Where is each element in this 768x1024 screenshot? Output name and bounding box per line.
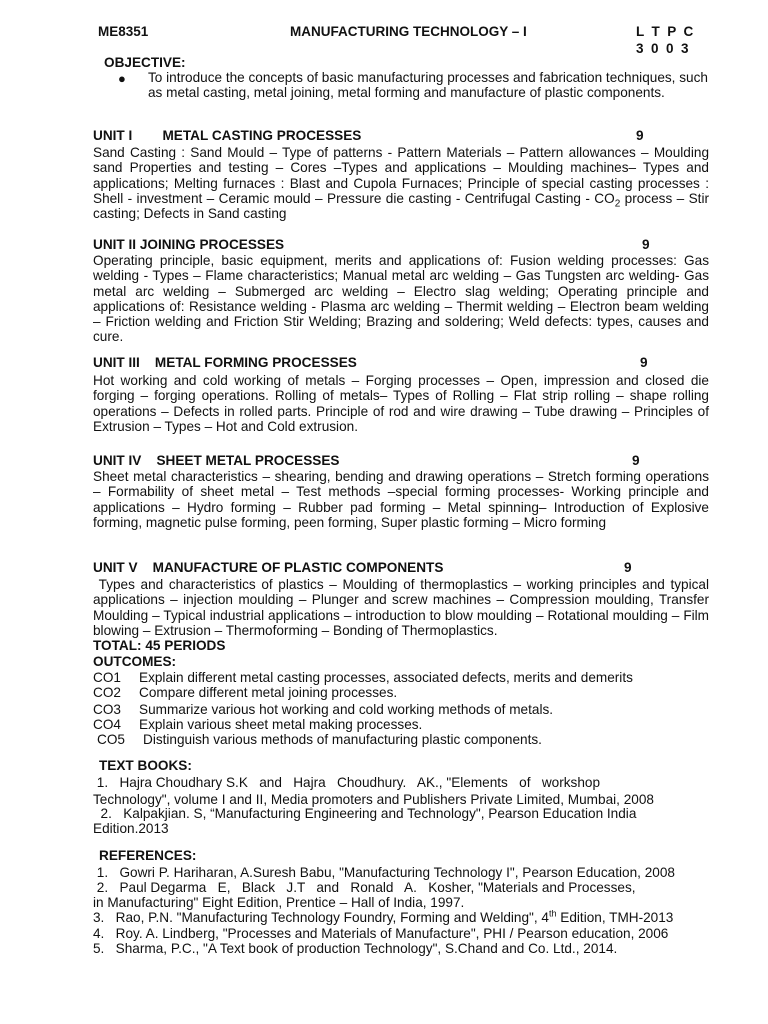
unit-1-title: UNIT I METAL CASTING PROCESSES — [93, 128, 362, 143]
reference-item: 2. Paul Degarma E, Black J.T and Ronald A. Kosher, "Materials and Processes, — [93, 880, 636, 895]
textbook-item-continued: Edition.2013 — [93, 821, 169, 836]
bullet-icon: ● — [118, 71, 126, 86]
unit-2-hours: 9 — [642, 237, 650, 252]
objective-item: To introduce the concepts of basic manufacturing processes and fabrication techniques, such as metal casting, metal joining, metal forming and manufacture of plastic components. — [148, 70, 708, 101]
unit-2-content — [93, 253, 709, 345]
unit-5-text: Types and characteristics of plastics – Moulding of thermoplastics – working principles and typical applications – injection moulding – Plunger and screw machines – Compression moulding, Transfer Moulding – Typical industrial applications – introduction to blow moulding – Rotational moulding – Film blowing – Extrusion – Thermoforming – Bonding of Thermoplastics. — [93, 577, 713, 638]
unit-1-content — [93, 145, 709, 221]
unit-4-text: Sheet metal characteristics – shearing, bending and drawing operations – Stretch forming operations – Formability of sheet metal – Test methods –special forming processes- Working principle and applications – Hydro forming – Rubber pad forming – Metal spinning– Introduction of Explosive forming, magnetic pulse forming, peen forming, Super plastic forming – Micro forming — [93, 469, 709, 530]
reference-item — [93, 910, 673, 925]
course-code: ME8351 — [98, 24, 149, 39]
objective-heading: OBJECTIVE: — [104, 55, 186, 70]
textbooks-heading: TEXT BOOKS: — [99, 758, 192, 773]
unit-5-content — [93, 577, 713, 638]
textbook-item-continued: Technology", volume I and II, Media promoters and Publishers Private Limited, Mumbai, 2008 — [93, 792, 654, 807]
unit-4-hours: 9 — [632, 453, 640, 468]
textbook-item: 1. Hajra Choudhary S.K and Hajra Choudhury. AK., "Elements of workshop — [93, 775, 601, 790]
outcome-code: CO4 — [93, 717, 121, 732]
unit-1-subscript: 2 — [614, 198, 621, 210]
outcome-text: Explain different metal casting processes, associated defects, merits and demerits — [139, 670, 633, 685]
course-title: MANUFACTURING TECHNOLOGY – I — [290, 24, 527, 39]
unit-3-content — [93, 373, 709, 434]
unit-2-title: UNIT II JOINING PROCESSES — [93, 237, 285, 252]
unit-1-text-a: Sand Casting : Sand Mould – Type of patterns - Pattern Materials – Pattern allowances – Moulding sand Properties and testing – Cores –Types and applications – Moulding machines– Types and applications; Melting furnaces : Blast and Cupola Furnaces; Principle of special casting processes : Shell - investment – Ceramic mould – Pressure die casting - Centrifugal Casting - CO — [93, 145, 709, 206]
ltpc-labels: L T P C — [636, 24, 694, 39]
reference-item: 5. Sharma, P.C., "A Text book of production Technology", S.Chand and Co. Ltd., 2014. — [93, 941, 618, 956]
unit-3-text: Hot working and cold working of metals – Forging processes – Open, impression and closed die forging – forging operations. Rolling of metals– Types of Rolling – Flat strip rolling – shape rolling operations – Defects in rolled parts. Principle of rod and wire drawing – Tube drawing – Principles of Extrusion – Types – Hot and Cold extrusion. — [93, 373, 709, 434]
reference-3-text: 3. Rao, P.N. "Manufacturing Technology Foundry, Forming and Welding", 4 — [93, 910, 549, 925]
total-periods: TOTAL: 45 PERIODS — [93, 638, 226, 653]
reference-3-text-end: Edition, TMH-2013 — [556, 910, 674, 925]
references-heading: REFERENCES: — [99, 848, 197, 863]
unit-1-hours: 9 — [636, 128, 644, 143]
outcome-text: Explain various sheet metal making processes. — [139, 717, 423, 732]
textbook-item: 2. Kalpakjian. S, “Manufacturing Engineering and Technology", Pearson Education India — [93, 806, 637, 821]
unit-3-hours: 9 — [640, 355, 648, 370]
reference-item: 1. Gowri P. Hariharan, A.Suresh Babu, "Manufacturing Technology I", Pearson Education, 2008 — [93, 865, 675, 880]
outcome-text: Distinguish various methods of manufacturing plastic components. — [143, 732, 542, 747]
outcome-code: CO2 — [93, 685, 121, 700]
unit-5-hours: 9 — [624, 560, 632, 575]
unit-4-title: UNIT IV SHEET METAL PROCESSES — [93, 453, 340, 468]
outcome-code: CO1 — [93, 670, 121, 685]
unit-4-content — [93, 469, 709, 530]
unit-3-title: UNIT III METAL FORMING PROCESSES — [93, 355, 357, 370]
reference-item-continued: in Manufacturing" Eight Edition, Prentice – Hall of India, 1997. — [93, 895, 465, 910]
ltpc-values: 3 0 0 3 — [636, 41, 689, 56]
outcome-code: CO5 — [97, 732, 125, 747]
outcome-text: Compare different metal joining processes. — [139, 685, 398, 700]
reference-3-superscript: th — [548, 908, 557, 919]
unit-5-title: UNIT V MANUFACTURE OF PLASTIC COMPONENTS — [93, 560, 444, 575]
outcome-code: CO3 — [93, 702, 121, 717]
outcomes-heading: OUTCOMES: — [93, 654, 177, 669]
reference-item: 4. Roy. A. Lindberg, "Processes and Materials of Manufacture", PHI / Pearson education, 2006 — [93, 926, 669, 941]
unit-2-text: Operating principle, basic equipment, merits and applications of: Fusion welding processes: Gas welding - Types – Flame characteristics; Manual metal arc welding – Gas Tungsten arc welding- Gas metal arc welding – Submerged arc welding – Electro slag welding; Operating principle and applications of: Resistance welding - Plasma arc welding – Thermit welding – Electron beam welding – Friction welding and Friction Stir Welding; Brazing and soldering; Weld defects: types, causes and cure. — [93, 253, 709, 345]
unit-1-text-b: process – Stir casting; Defects in Sand casting — [93, 190, 709, 222]
outcome-text: Summarize various hot working and cold working methods of metals. — [139, 702, 554, 717]
